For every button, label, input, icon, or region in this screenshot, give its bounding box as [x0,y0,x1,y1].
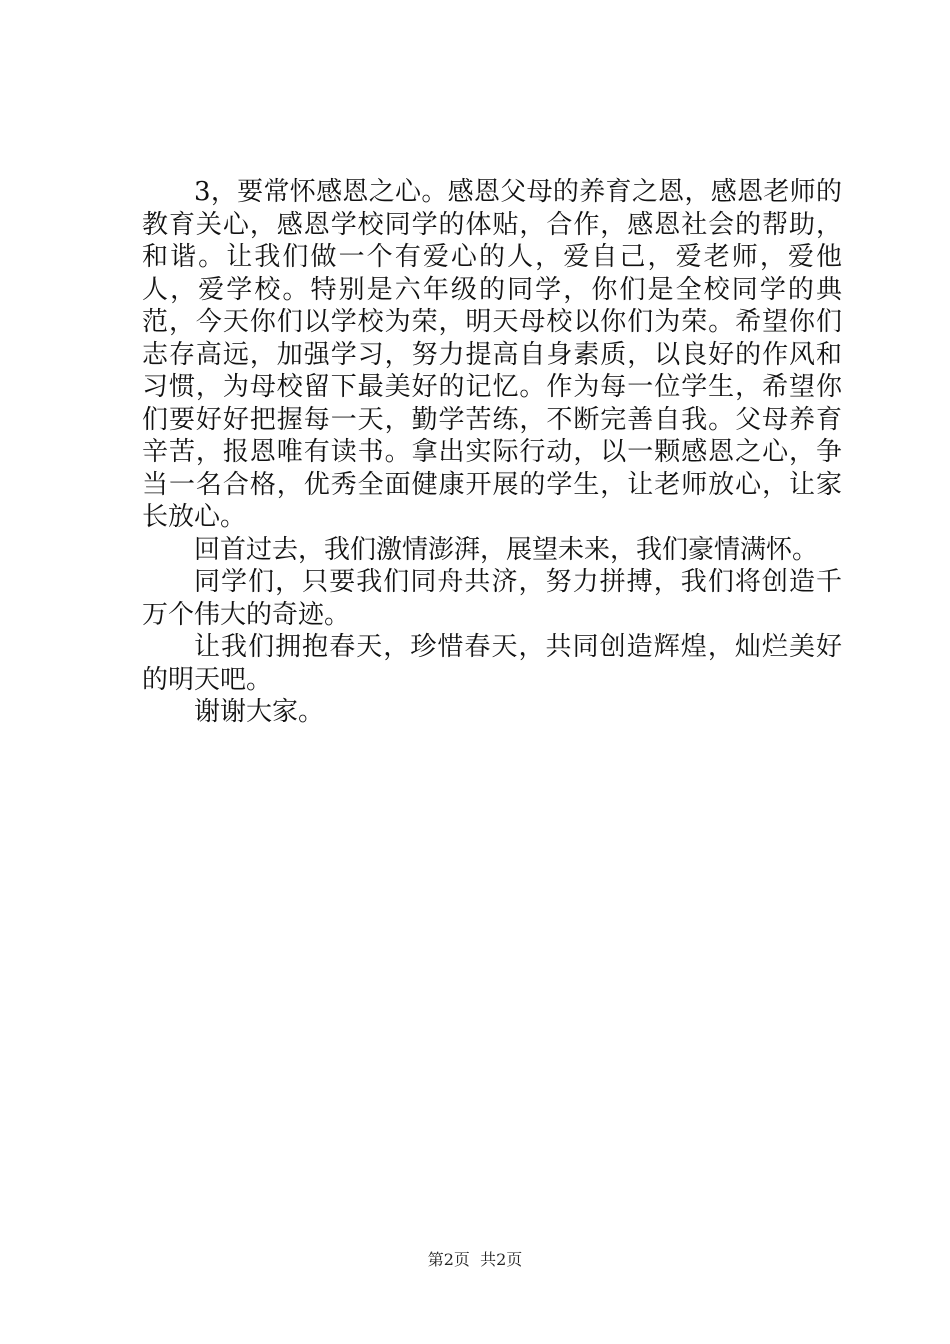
page-footer [0,1250,950,1270]
paragraph-past-future: 回首过去，我们激情澎湃，展望未来，我们豪情满怀。 [194,534,819,565]
document-body [142,176,842,729]
paragraph-thanks: 谢谢大家。 [194,697,325,727]
paragraph-gratitude: 3，要常怀感恩之心。感恩父母的养育之恩，感恩老师的教育关心，感恩学校同学的体贴，合作，感恩社会的帮助，和谐。让我们做一个有爱心的人，爱自己，爱老师，爱他人，爱学校。特别是六年级的同学，你们是全校同学的典范，今天你们以学校为荣，明天母校以你们为荣。希望你们志存高远，加强学习，努力提高自身素质，以良好的作风和习惯，为母校留下最美好的记忆。作为每一位学生，希望你们要好好把握每一天，勤学苦练，不断完善自我。父母养育辛苦，报恩唯有读书。拿出实际行动，以一颗感恩之心，争当一名合格，优秀全面健康开展的学生，让老师放心，让家长放心。 [142,177,842,532]
paragraph-classmates: 同学们，只要我们同舟共济，努力拼搏，我们将创造千万个伟大的奇迹。 [142,567,842,630]
page-number: 第2页 共2页 [427,1250,523,1269]
paragraph-spring: 让我们拥抱春天，珍惜春天，共同创造辉煌，灿烂美好的明天吧。 [142,632,842,695]
